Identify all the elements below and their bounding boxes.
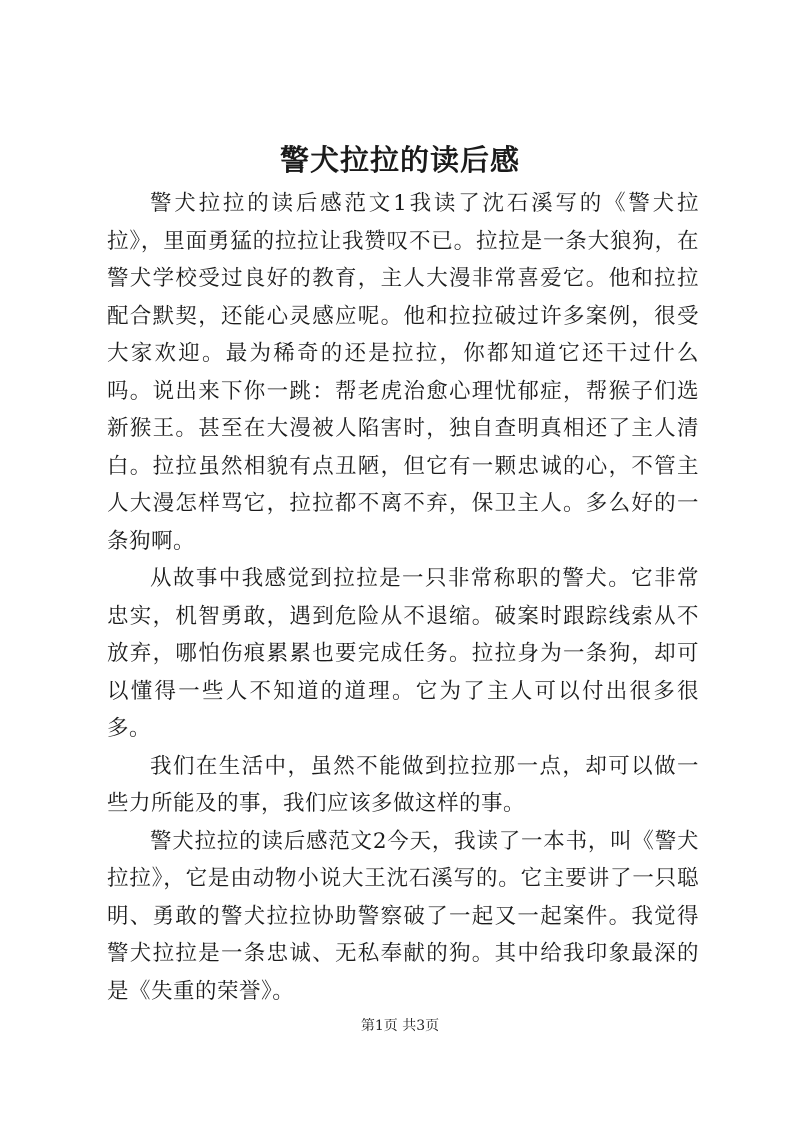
paragraph-3: 我们在生活中，虽然不能做到拉拉那一点，却可以做一些力所能及的事，我们应该多做这样的事。 <box>107 753 699 816</box>
page-number-footer: 第1页 共3页 <box>360 1018 440 1034</box>
paragraph-4: 警犬拉拉的读后感范文2今天，我读了一本书，叫《警犬拉拉》，它是由动物小说大王沈石溪写的。它主要讲了一只聪明、勇敢的警犬拉拉协助警察破了一起又一起案件。我觉得警犬拉拉是一条忠诚、无私奉献的狗。其中给我印象最深的是《失重的荣誉》。 <box>107 828 699 1004</box>
paragraph-2: 从故事中我感觉到拉拉是一只非常称职的警犬。它非常忠实，机智勇敢，遇到危险从不退缩。破案时跟踪线索从不放弃，哪怕伤痕累累也要完成任务。拉拉身为一条狗，却可以懂得一些人不知道的道理。它为了主人可以付出很多很多。 <box>107 566 699 741</box>
document-body <box>107 185 699 1010</box>
document-title: 警犬拉拉的读后感 <box>279 143 520 177</box>
paragraph-1: 警犬拉拉的读后感范文1我读了沈石溪写的《警犬拉拉》，里面勇猛的拉拉让我赞叹不已。拉拉是一条大狼狗，在警犬学校受过良好的教育，主人大漫非常喜爱它。他和拉拉配合默契，还能心灵感应呢。他和拉拉破过许多案例，很受大家欢迎。最为稀奇的还是拉拉，你都知道它还干过什么吗。说出来下你一跳：帮老虎治愈心理忧郁症，帮猴子们选新猴王。甚至在大漫被人陷害时，独自查明真相还了主人清白。拉拉虽然相貌有点丑陋，但它有一颗忠诚的心，不管主人大漫怎样骂它，拉拉都不离不弃，保卫主人。多么好的一条狗啊。 <box>107 191 699 554</box>
